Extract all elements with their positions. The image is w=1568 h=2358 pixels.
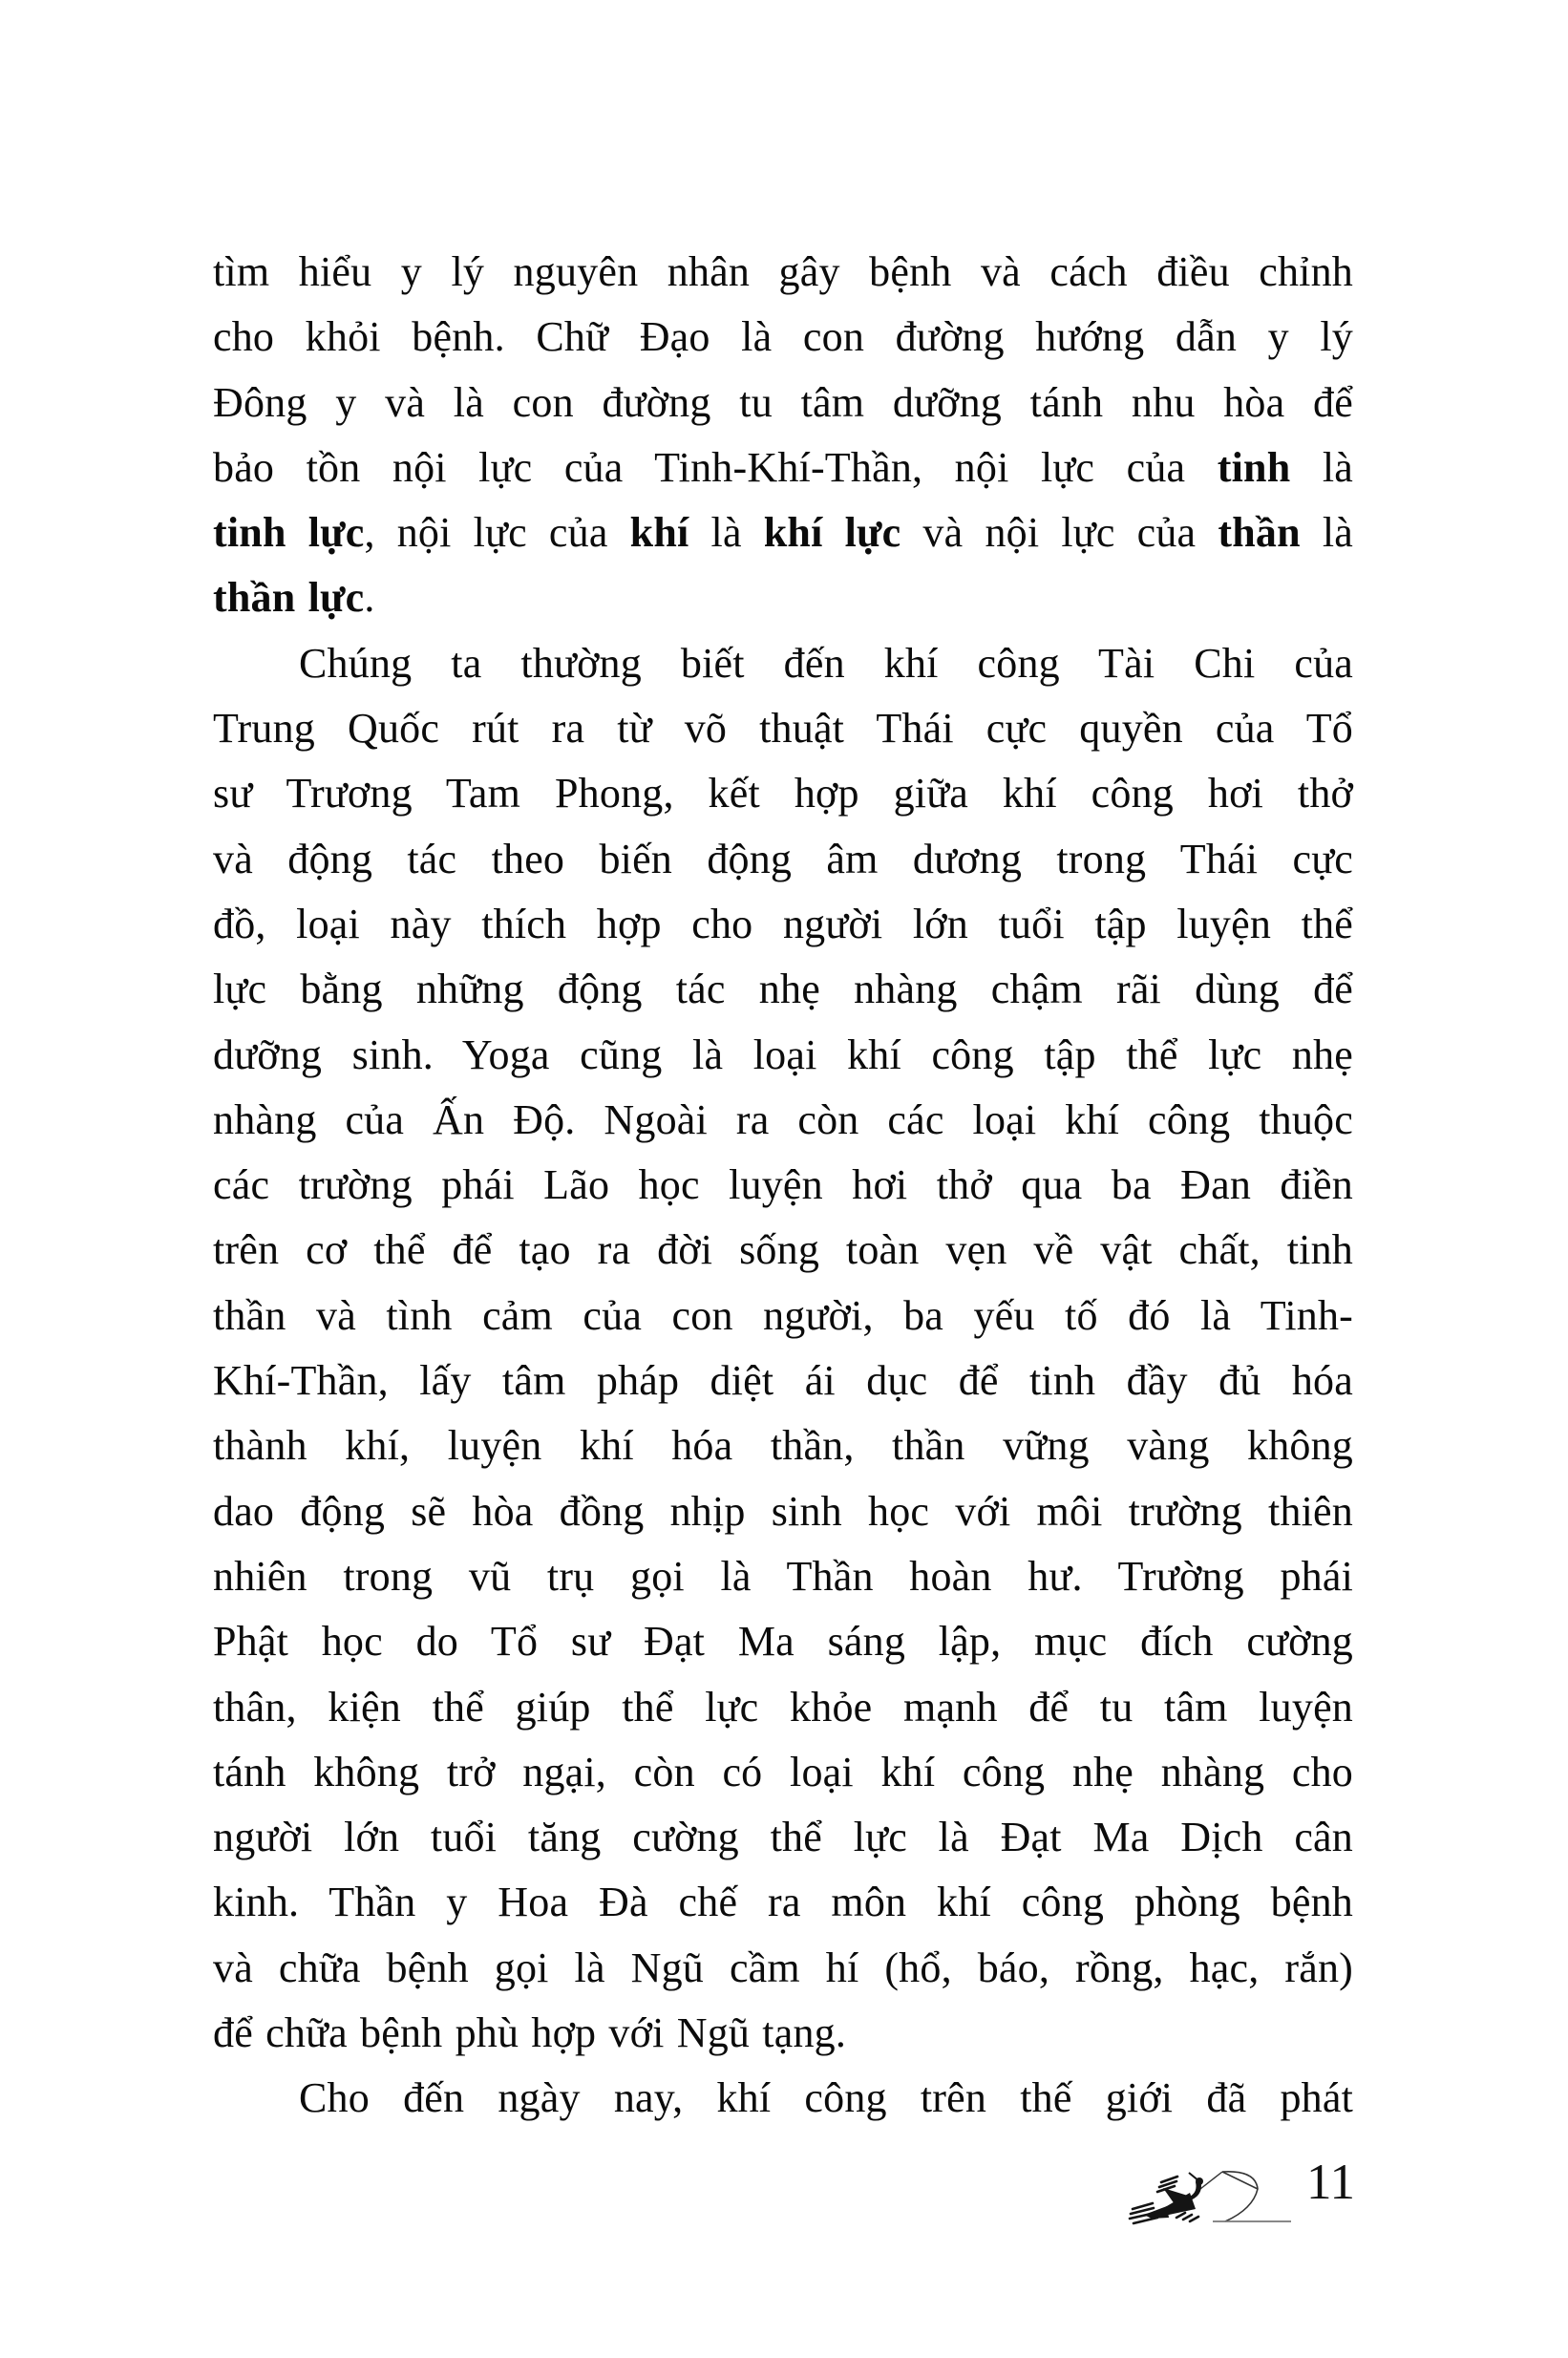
text-segment: Khí-Thần, lấy tâm pháp diệt ái dục để tinh đầy đủ hóa [213, 1357, 1353, 1405]
fan-chord [1222, 2172, 1258, 2189]
text-segment: và nội lực của [901, 509, 1218, 557]
text-line [213, 1675, 1353, 1740]
text-segment: tìm hiểu y lý nguyên nhân gây bệnh và cách điều chỉnh [213, 248, 1353, 295]
bold-text-segment: khí lực [763, 509, 901, 557]
text-segment: là [1290, 443, 1353, 491]
text-segment: Phật học do Tổ sư Đạt Ma sáng lập, mục đích cường [213, 1618, 1353, 1666]
text-line [213, 1936, 1353, 2001]
text-segment: thần và tình cảm của con người, ba yếu tố đó là Tinh- [213, 1291, 1353, 1339]
text-segment: Trung Quốc rút ra từ võ thuật Thái cực quyền của Tổ [213, 705, 1353, 753]
text-line [213, 240, 1353, 305]
text-line [213, 1805, 1353, 1870]
text-line [213, 696, 1353, 761]
text-line [213, 761, 1353, 826]
text-segment: trên cơ thể để tạo ra đời sống toàn vẹn về vật chất, tinh [213, 1226, 1353, 1274]
text-line [213, 1023, 1353, 1088]
text-line [213, 1218, 1353, 1283]
text-segment: bảo tồn nội lực của Tinh-Khí-Thần, nội lực của [213, 443, 1218, 491]
page-number: 11 [1306, 2155, 1356, 2210]
flying-crane-ornament [1127, 2154, 1308, 2240]
text-line [213, 1544, 1353, 1609]
text-line [213, 1609, 1353, 1674]
text-segment: kinh. Thần y Hoa Đà chế ra môn khí công phòng bệnh [213, 1879, 1353, 1926]
text-segment: . [364, 574, 375, 622]
text-segment: và chữa bệnh gọi là Ngũ cầm hí (hổ, báo, rồng, hạc, rắn) [213, 1944, 1353, 1991]
text-segment: để chữa bệnh phù hợp với Ngũ tạng. [213, 2009, 847, 2057]
bold-text-segment: tinh lực [213, 509, 365, 557]
text-line [213, 1413, 1353, 1478]
fan-shape [1222, 2172, 1258, 2221]
text-segment: các trường phái Lão học luyện hơi thở qua ba Đan điền [213, 1161, 1353, 1209]
text-segment: tánh không trở ngại, còn có loại khí công nhẹ nhàng cho [213, 1748, 1353, 1795]
text-segment: nhàng của Ấn Độ. Ngoài ra còn các loại khí công thuộc [213, 1095, 1353, 1143]
text-line [213, 1870, 1353, 1935]
text-segment: dao động sẽ hòa đồng nhịp sinh học với môi trường thiên [213, 1487, 1353, 1535]
text-line [213, 371, 1353, 435]
text-line [213, 565, 1353, 630]
text-segment: người lớn tuổi tăng cường thể lực là Đạt Ma Dịch cân [213, 1814, 1353, 1861]
text-line [213, 435, 1353, 500]
page-text [213, 240, 1353, 2132]
text-segment: sư Trương Tam Phong, kết hợp giữa khí công hơi thở [213, 770, 1353, 818]
text-segment: cho khỏi bệnh. Chữ Đạo là con đường hướng dẫn y lý [213, 313, 1353, 361]
text-line [213, 957, 1353, 1022]
text-segment: Đông y và là con đường tu tâm dưỡng tánh nhu hòa để [213, 378, 1353, 426]
text-line [213, 1740, 1353, 1805]
fan-string [1200, 2172, 1222, 2189]
text-segment: nhiên trong vũ trụ gọi là Thần hoàn hư. Trường phái [213, 1552, 1353, 1600]
text-segment: đồ, loại này thích hợp cho người lớn tuổi tập luyện thể [213, 900, 1353, 947]
text-line [213, 1088, 1353, 1153]
text-segment: là [1300, 509, 1353, 557]
text-line [213, 305, 1353, 370]
text-line [213, 1479, 1353, 1544]
bold-text-segment: tinh [1217, 443, 1291, 491]
bold-text-segment: thần lực [213, 574, 365, 622]
text-segment: Chúng ta thường biết đến khí công Tài Chi của [299, 639, 1353, 687]
text-segment: lực bằng những động tác nhẹ nhàng chậm rãi dùng để [213, 966, 1353, 1013]
text-line [213, 1349, 1353, 1413]
text-line [213, 2066, 1353, 2131]
text-segment: , nội lực của [364, 509, 630, 557]
text-segment: thành khí, luyện khí hóa thần, thần vững vàng không [213, 1422, 1353, 1470]
bold-text-segment: thần [1218, 509, 1301, 557]
text-line [213, 631, 1353, 696]
text-line [213, 892, 1353, 957]
text-line [213, 827, 1353, 892]
text-segment: Cho đến ngày nay, khí công trên thế giới đã phát [299, 2074, 1353, 2122]
text-segment: thân, kiện thể giúp thể lực khỏe mạnh để tu tâm luyện [213, 1683, 1353, 1731]
bold-text-segment: khí [629, 509, 689, 557]
text-segment: dưỡng sinh. Yoga cũng là loại khí công tập thể lực nhẹ [213, 1030, 1353, 1078]
text-line [213, 1284, 1353, 1349]
text-line [213, 500, 1353, 565]
text-segment: và động tác theo biến động âm dương trong Thái cực [213, 835, 1353, 882]
text-line [213, 2001, 1353, 2066]
text-segment: là [689, 509, 764, 557]
text-line [213, 1153, 1353, 1218]
bird-beak [1189, 2173, 1199, 2181]
